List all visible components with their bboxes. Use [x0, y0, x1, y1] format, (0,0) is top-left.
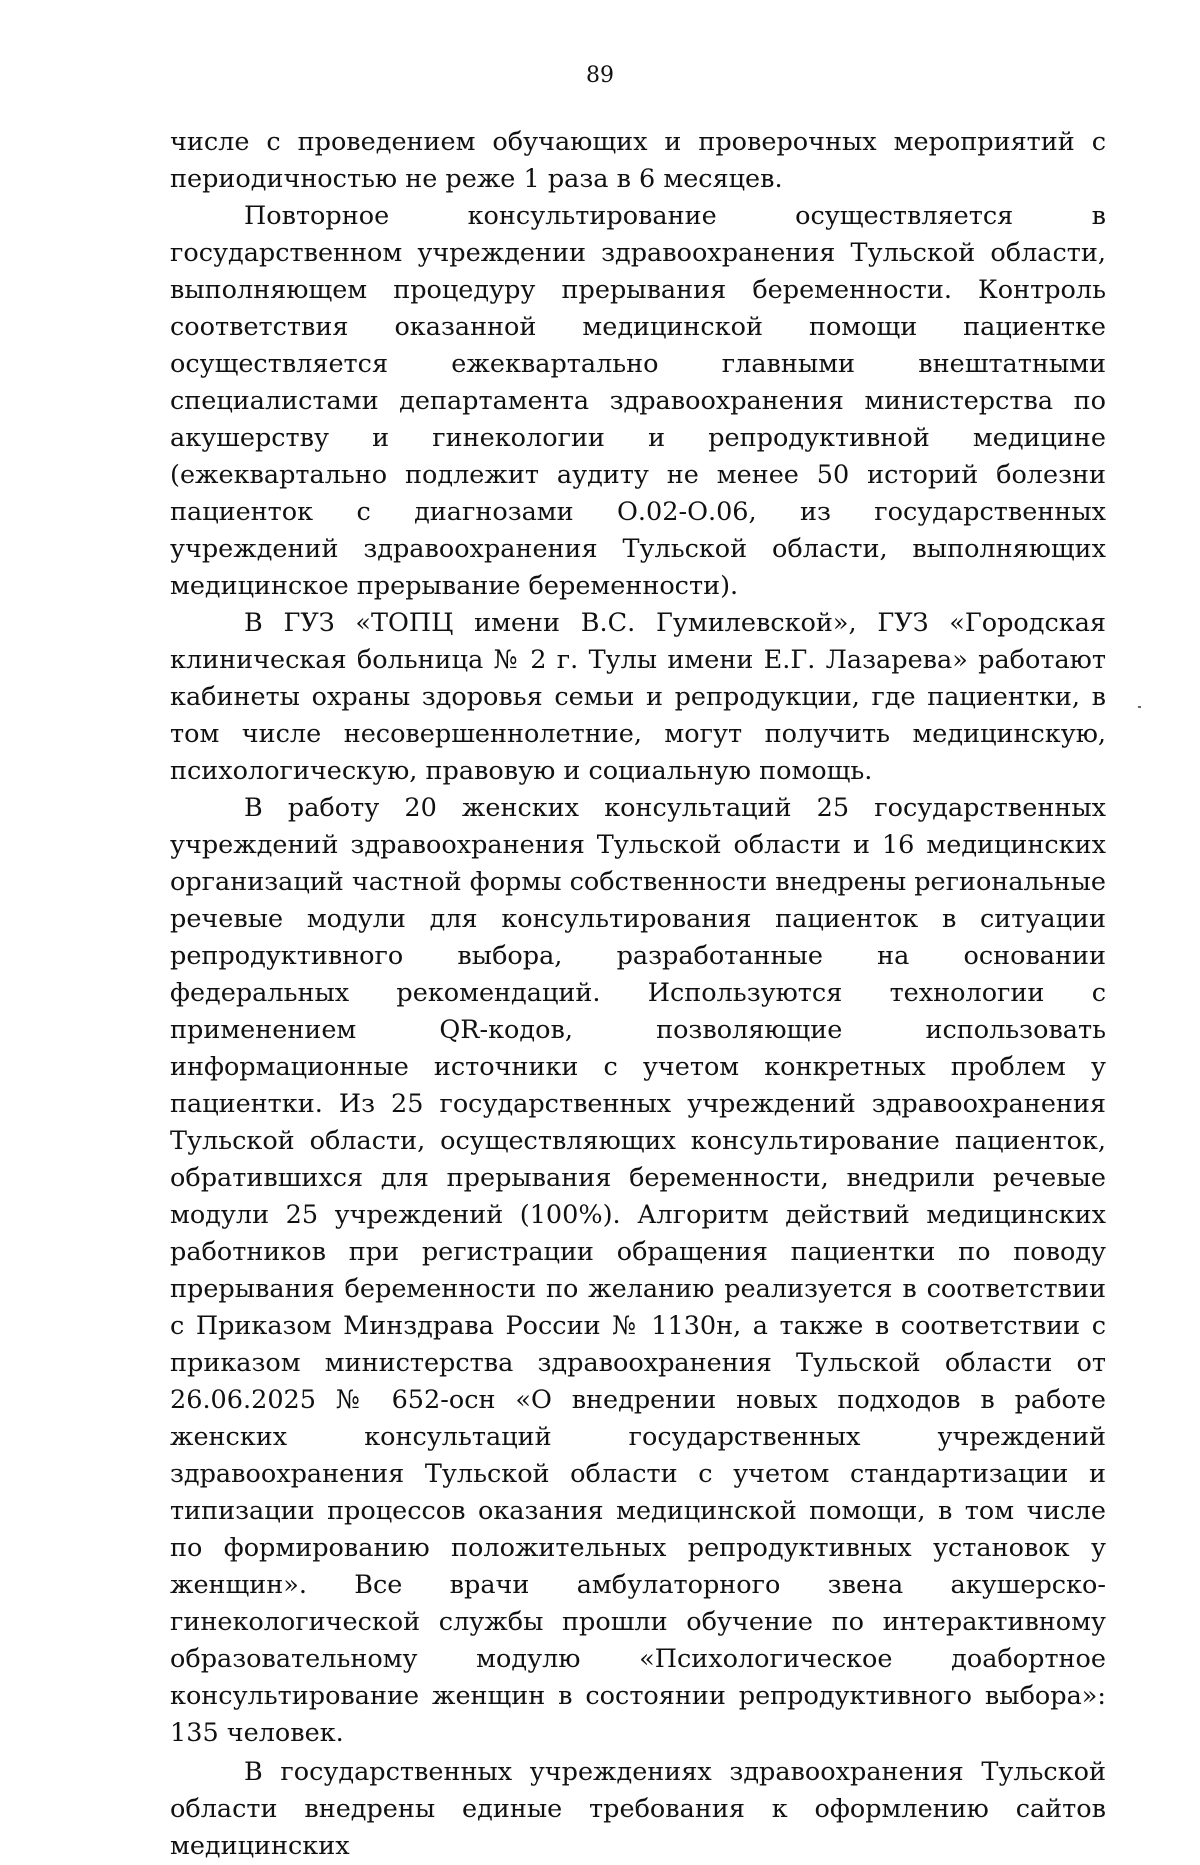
paragraph-family-health-offices: В ГУЗ «ТОПЦ имени В.С. Гумилевской», ГУЗ «Городская клиническая больница № 2 г. Тулы имени Е.Г. Лазарева» работают кабинеты охраны здоровья семьи и репродукции, где пациентки, в том числе несовершеннолетние, могут получить медицинскую, психологическую, правовую и социальную помощь.	[170, 608, 1106, 786]
paragraph-speech-modules: В работу 20 женских консультаций 25 государственных учреждений здравоохранения Тульской области и 16 медицинских организаций частной формы собственности внедрены региональные речевые модули для консультирования пациенток в ситуации репродуктивного выбора, разработанные на основании федеральных рекомендаций. Используются технологии с применением QR-кодов, позволяющие использовать информационные источники с учетом конкретных проблем у пациентки. Из 25 государственных учреждений здравоохранения Тульской области, осуществляющих консультирование пациенток, обратившихся для прерывания беременности, внедрили речевые модули 25 учреждений (100%). Алгоритм действий медицинских работников при регистрации обращения пациентки по поводу прерывания беременности по желанию реализуется в соответствии с Приказом Минздрава России № 1130н, а также в соответствии с приказом министерства здравоохранения Тульской области от 26.06.2025 № 652-осн «О внедрении новых подходов в работе женских консультаций государственных учреждений здравоохранения Тульской области с учетом стандартизации и типизации процессов оказания медицинской помощи, в том числе по формированию положительных репродуктивных установок у женщин». Все врачи амбулаторного звена акушерско-гинекологической службы прошли обучение по интерактивному образовательному модулю «Психологическое доабортное консультирование женщин в состоянии репродуктивного выбора»: 135 человек.	[170, 793, 1107, 1748]
paragraph-continuation: числе с проведением обучающих и проверочных мероприятий с периодичностью не реже 1 раза в 6 месяцев.	[170, 127, 1106, 194]
paragraph-repeat-consultation: Повторное консультирование осуществляется в государственном учреждении здравоохранения Тульской области, выполняющем процедуру прерывания беременности. Контроль соответствия оказанной медицинской помощи пациентке осуществляется ежеквартально главными внештатными специалистами департамента здравоохранения министерства по акушерству и гинекологии и репродуктивной медицине (ежеквартально подлежит аудиту не менее 50 историй болезни пациенток с диагнозами О.02-О.06, из государственных учреждений здравоохранения Тульской области, выполняющих медицинское прерывание беременности).	[170, 201, 1106, 601]
page-number: 89	[586, 63, 614, 88]
paragraph-website-requirements: В государственных учреждениях здравоохранения Тульской области внедрены единые требования к оформлению сайтов медицинских	[170, 1757, 1106, 1861]
document-body	[170, 124, 1106, 1865]
scan-speck	[1138, 706, 1141, 708]
